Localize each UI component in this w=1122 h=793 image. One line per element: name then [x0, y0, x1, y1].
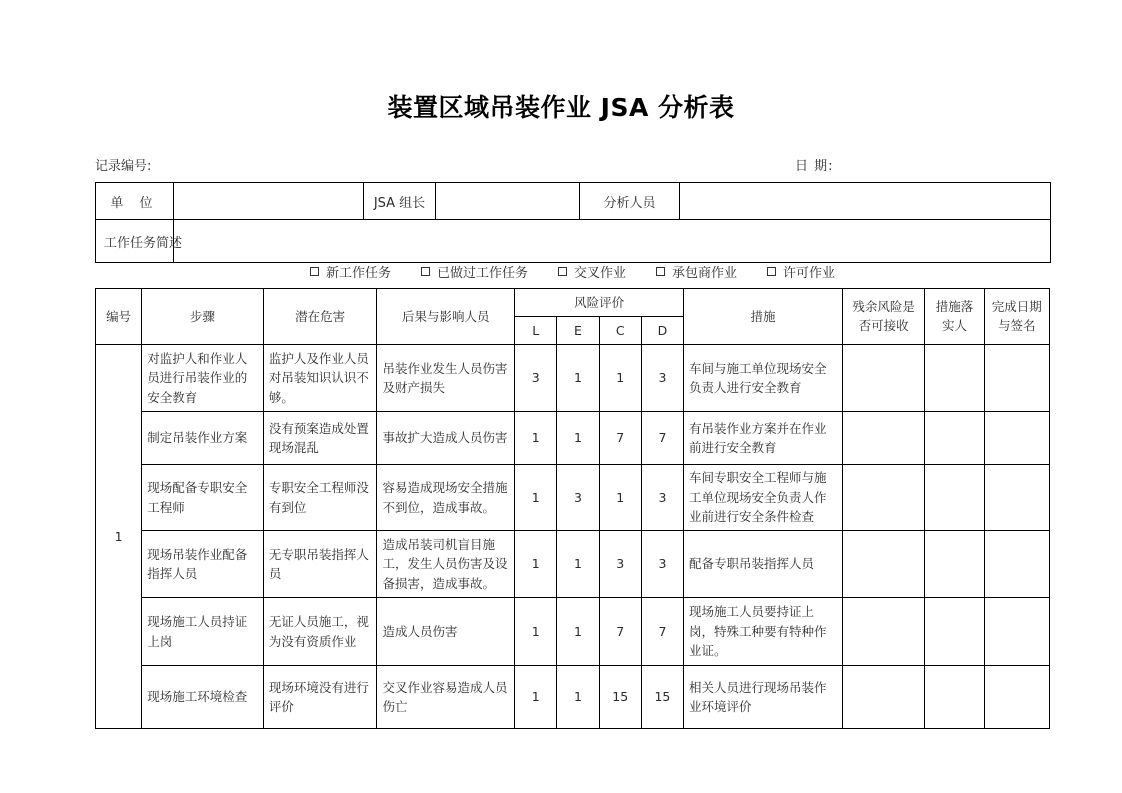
jsa-header-row-1 — [96, 289, 1050, 317]
cell-risk-c[interactable]: 15 — [599, 666, 641, 729]
owner-line-2: 实人 — [941, 317, 967, 333]
cell-complete-date[interactable] — [984, 598, 1049, 666]
cell-owner[interactable] — [925, 666, 984, 729]
cell-step[interactable]: 现场配备专职安全工程师 — [142, 465, 264, 531]
cell-risk-d[interactable]: 3 — [641, 345, 683, 412]
cell-measures[interactable]: 配备专职吊装指挥人员 — [684, 531, 843, 598]
col-header-risk-c: C — [599, 317, 641, 345]
cell-measures[interactable]: 车间与施工单位现场安全负责人进行安全教育 — [684, 345, 843, 412]
header-info-table — [95, 182, 1051, 263]
option-label: 许可作业 — [783, 265, 836, 281]
cell-risk-e[interactable]: 1 — [557, 412, 599, 465]
cell-risk-d[interactable]: 15 — [641, 666, 683, 729]
cell-risk-l[interactable]: 3 — [515, 345, 557, 412]
cell-owner[interactable] — [925, 465, 984, 531]
cell-risk-e[interactable]: 1 — [557, 345, 599, 412]
cell-risk-l[interactable]: 1 — [515, 531, 557, 598]
option-label: 交叉作业 — [573, 265, 626, 281]
cell-residual-risk[interactable] — [842, 666, 924, 729]
table-row — [96, 412, 1050, 465]
col-header-step: 步骤 — [142, 289, 264, 345]
cell-risk-e[interactable]: 1 — [557, 598, 599, 666]
option-new-task[interactable] — [310, 262, 391, 281]
cell-hazard[interactable]: 无专职吊装指挥人员 — [263, 531, 377, 598]
cell-risk-d[interactable]: 7 — [641, 598, 683, 666]
table-row — [96, 598, 1050, 666]
cell-step[interactable]: 现场吊装作业配备指挥人员 — [142, 531, 264, 598]
jsa-analysis-table — [95, 288, 1050, 729]
cell-risk-c[interactable]: 7 — [599, 598, 641, 666]
cell-measures[interactable]: 车间专职安全工程师与施工单位现场安全负责人作业前进行安全条件检查 — [684, 465, 843, 531]
option-label: 新工作任务 — [325, 265, 391, 281]
col-header-risk-e: E — [557, 317, 599, 345]
owner-line-1: 措施落 — [935, 299, 974, 315]
jsa-leader-value-field[interactable] — [436, 183, 580, 220]
cell-residual-risk[interactable] — [842, 412, 924, 465]
cell-hazard[interactable]: 现场环境没有进行评价 — [263, 666, 377, 729]
cell-residual-risk[interactable] — [842, 531, 924, 598]
date-label: 日 期: — [795, 159, 834, 174]
option-contractor-operation[interactable] — [656, 262, 737, 281]
col-header-index: 编号 — [96, 289, 142, 345]
complete-date-line-2: 与签名 — [998, 317, 1036, 333]
table-row — [96, 666, 1050, 729]
task-summary-label: 工作任务简述 — [96, 220, 174, 263]
cell-risk-e[interactable]: 1 — [557, 531, 599, 598]
document-meta-line — [95, 155, 1050, 175]
cell-hazard[interactable]: 专职安全工程师没有到位 — [263, 465, 377, 531]
cell-complete-date[interactable] — [984, 345, 1049, 412]
analyst-label: 分析人员 — [580, 183, 680, 220]
col-header-complete-date — [984, 289, 1049, 345]
cell-risk-d[interactable]: 3 — [641, 531, 683, 598]
cell-complete-date[interactable] — [984, 531, 1049, 598]
cell-risk-c[interactable]: 1 — [599, 345, 641, 412]
cell-risk-l[interactable]: 1 — [515, 465, 557, 531]
table-row — [96, 465, 1050, 531]
option-done-before-task[interactable] — [421, 262, 528, 281]
cell-measures[interactable]: 现场施工人员要持证上岗，特殊工种要有特种作业证。 — [684, 598, 843, 666]
cell-risk-e[interactable]: 3 — [557, 465, 599, 531]
header-row-unit — [96, 183, 1051, 220]
page-title: 装置区域吊装作业 JSA 分析表 — [387, 93, 735, 122]
option-permit-operation[interactable] — [767, 262, 835, 281]
cell-consequence[interactable]: 造成吊装司机盲目施工，发生人员伤害及设备损害，造成事故。 — [377, 531, 515, 598]
col-header-residual-risk — [842, 289, 924, 345]
option-label: 承包商作业 — [672, 265, 738, 281]
cell-risk-l[interactable]: 1 — [515, 666, 557, 729]
cell-complete-date[interactable] — [984, 412, 1049, 465]
col-header-owner — [925, 289, 984, 345]
checkbox-icon[interactable] — [421, 267, 430, 276]
cell-risk-l[interactable]: 1 — [515, 598, 557, 666]
cell-measures[interactable]: 相关人员进行现场吊装作业环境评价 — [684, 666, 843, 729]
cell-owner[interactable] — [925, 412, 984, 465]
table-row — [96, 345, 1050, 412]
cell-consequence[interactable]: 交叉作业容易造成人员伤亡 — [377, 666, 515, 729]
col-header-consequence: 后果与影响人员 — [377, 289, 515, 345]
cell-complete-date[interactable] — [984, 465, 1049, 531]
col-header-risk-l: L — [515, 317, 557, 345]
cell-step[interactable]: 现场施工人员持证上岗 — [142, 598, 264, 666]
cell-hazard[interactable]: 无证人员施工，视为没有资质作业 — [263, 598, 377, 666]
checkbox-icon[interactable] — [310, 267, 319, 276]
residual-risk-line-1: 残余风险是 — [852, 299, 915, 315]
analyst-value-field[interactable] — [680, 183, 1051, 220]
option-label: 已做过工作任务 — [436, 265, 528, 281]
table-row — [96, 531, 1050, 598]
cell-risk-c[interactable]: 1 — [599, 465, 641, 531]
cell-consequence[interactable]: 事故扩大造成人员伤害 — [377, 412, 515, 465]
cell-consequence[interactable]: 造成人员伤害 — [377, 598, 515, 666]
cell-hazard[interactable]: 没有预案造成处置现场混乱 — [263, 412, 377, 465]
cell-consequence[interactable]: 容易造成现场安全措施不到位，造成事故。 — [377, 465, 515, 531]
option-cross-operation[interactable] — [558, 262, 626, 281]
residual-risk-line-2: 否可接收 — [858, 317, 909, 333]
cell-step[interactable]: 现场施工环境检查 — [142, 666, 264, 729]
cell-risk-c[interactable]: 3 — [599, 531, 641, 598]
cell-risk-l[interactable]: 1 — [515, 412, 557, 465]
cell-owner[interactable] — [925, 345, 984, 412]
cell-step[interactable]: 对监护人和作业人员进行吊装作业的安全教育 — [142, 345, 264, 412]
col-header-risk-assessment: 风险评价 — [515, 289, 684, 317]
cell-measures[interactable]: 有吊装作业方案并在作业前进行安全教育 — [684, 412, 843, 465]
cell-complete-date[interactable] — [984, 666, 1049, 729]
cell-residual-risk[interactable] — [842, 345, 924, 412]
col-header-measures: 措施 — [684, 289, 843, 345]
cell-consequence[interactable]: 吊装作业发生人员伤害及财产损失 — [377, 345, 515, 412]
cell-residual-risk[interactable] — [842, 465, 924, 531]
jsa-leader-label: JSA 组长 — [364, 183, 436, 220]
complete-date-line-1: 完成日期 — [991, 299, 1042, 315]
cell-owner[interactable] — [925, 598, 984, 666]
cell-step[interactable]: 制定吊装作业方案 — [142, 412, 264, 465]
col-header-risk-d: D — [641, 317, 683, 345]
checkbox-icon[interactable] — [656, 267, 665, 276]
cell-risk-d[interactable]: 3 — [641, 465, 683, 531]
row-group-index: 1 — [96, 345, 142, 729]
cell-risk-d[interactable]: 7 — [641, 412, 683, 465]
cell-risk-e[interactable]: 1 — [557, 666, 599, 729]
record-number-label: 记录编号: — [95, 159, 152, 174]
cell-hazard[interactable]: 监护人及作业人员对吊装知识认识不够。 — [263, 345, 377, 412]
unit-value-field[interactable] — [174, 183, 364, 220]
checkbox-icon[interactable] — [767, 267, 776, 276]
work-type-option-row — [95, 256, 1050, 286]
cell-risk-c[interactable]: 7 — [599, 412, 641, 465]
cell-residual-risk[interactable] — [842, 598, 924, 666]
unit-label: 单 位 — [96, 183, 174, 220]
checkbox-icon[interactable] — [558, 267, 567, 276]
col-header-hazard: 潜在危害 — [263, 289, 377, 345]
cell-owner[interactable] — [925, 531, 984, 598]
